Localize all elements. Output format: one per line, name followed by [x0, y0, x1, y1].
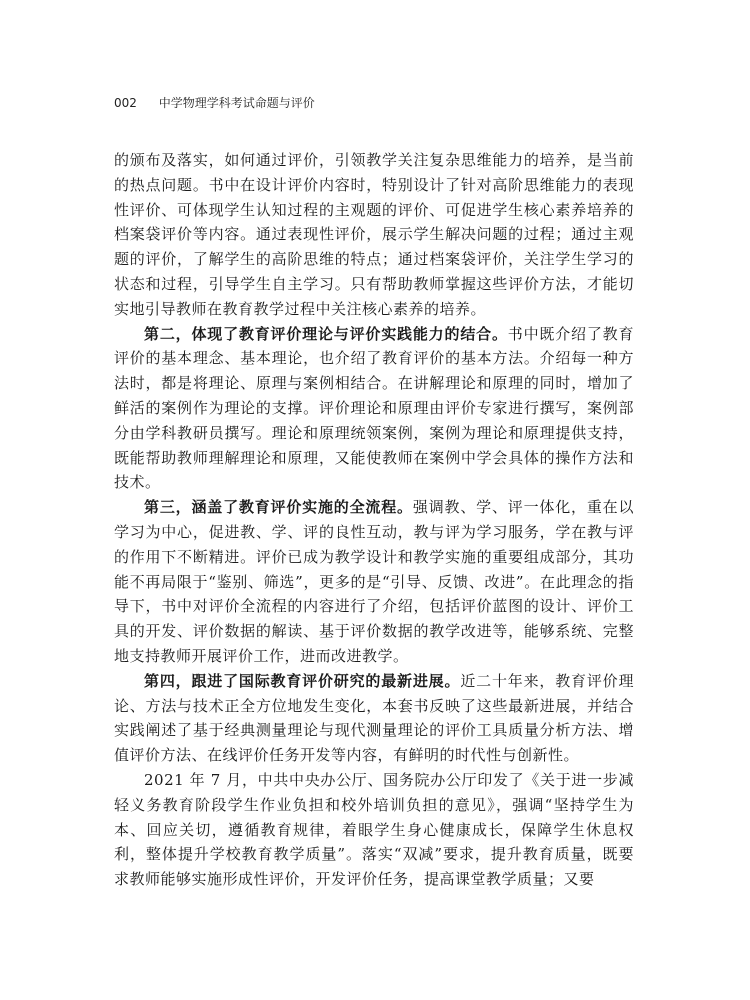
page-header	[114, 94, 315, 111]
paragraph-text: 强调教、学、评一体化，重在以学习为中心，促进教、学、评的良性互动，教与评为学习服务，学在教与评的作用下不断精进。评价已成为教学设计和教学实施的重要组成部分，其功能不再局限于“鉴别、筛选”，更多的是“引导、反馈、改进”。在此理念的指导下，书中对评价全流程的内容进行了介绍，包括评价蓝图的设计、评价工具的开发、评价数据的解读、基于评价数据的教学改进等，能够系统、完整地支持教师开展评价工作，进而改进教学。	[114, 498, 634, 665]
paragraph-continuation	[114, 148, 634, 322]
running-title: 中学物理学科考试命题与评价	[158, 96, 315, 110]
page-number: 002	[114, 96, 137, 110]
paragraph-point-four	[114, 669, 634, 768]
paragraph-lead: 第三，涵盖了教育评价实施的全流程。	[144, 498, 413, 517]
paragraph-text: 的颁布及落实，如何通过评价，引领教学关注复杂思维能力的培养，是当前的热点问题。书中在设计评价内容时，特别设计了针对高阶思维能力的表现性评价、可体现学生认知过程的主观题的评价、可促进学生核心素养培养的档案袋评价等内容。通过表现性评价，展示学生解决问题的过程；通过主观题的评价，了解学生的高阶思维的特点；通过档案袋评价，关注学生学习的状态和过程，引导学生自主学习。只有帮助教师掌握这些评价方法，才能切实地引导教师在教育教学过程中关注核心素养的培养。	[114, 151, 634, 318]
paragraph-lead: 第四，跟进了国际教育评价研究的最新进展。	[144, 671, 461, 690]
paragraph-double-reduction	[114, 768, 634, 892]
paragraph-text: 书中既介绍了教育评价的基本理念、基本理论，也介绍了教育评价的基本方法。介绍每一种方法时，都是将理论、原理与案例相结合。在讲解理论和原理的同时，增加了鲜活的案例作为理论的支撑。评价理论和原理由评价专家进行撰写，案例部分由学科教研员撰写。理论和原理统领案例，案例为理论和原理提供支持，既能帮助教师理解理论和原理，又能使教师在案例中学会具体的操作方法和技术。	[114, 324, 634, 492]
paragraph-lead: 第二，体现了教育评价理论与评价实践能力的结合。	[144, 324, 508, 343]
paragraph-text: 2021 年 7 月，中共中央办公厅、国务院办公厅印发了《关于进一步减轻义务教育阶段学生作业负担和校外培训负担的意见》，强调“坚持学生为本、回应关切，遵循教育规律，着眼学生身心健康成长，保障学生休息权利，整体提升学校教育教学质量”。落实“双减”要求，提升教育质量，既要求教师能够实施形成性评价，开发评价任务，提高课堂教学质量；又要	[114, 770, 634, 889]
body-text	[114, 148, 634, 892]
paragraph-point-two	[114, 322, 634, 496]
paragraph-point-three	[114, 495, 634, 669]
paragraph-text: 近二十年来，教育评价理论、方法与技术正全方位地发生变化，本套书反映了这些最新进展，并结合实践阐述了基于经典测量理论与现代测量理论的评价工具质量分析方法、增值评价方法、在线评价任务开发等内容，有鲜明的时代性与创新性。	[114, 671, 634, 765]
